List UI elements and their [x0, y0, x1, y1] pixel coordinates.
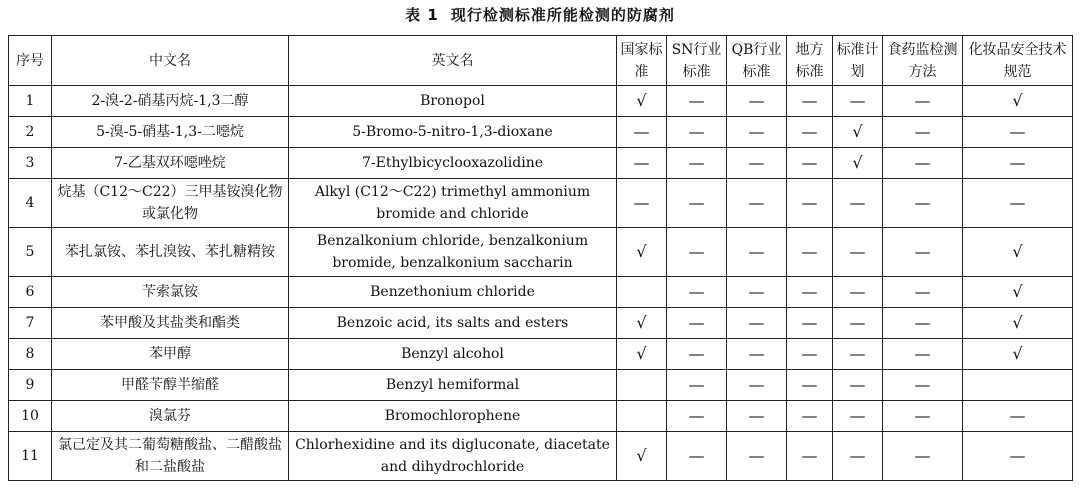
standard-mark: √	[617, 339, 667, 370]
standard-mark: √	[833, 148, 883, 179]
standard-mark: —	[787, 432, 833, 481]
standard-mark: —	[787, 117, 833, 148]
table-row	[9, 117, 1073, 148]
standard-mark: —	[963, 148, 1073, 179]
standard-mark: —	[617, 117, 667, 148]
standard-mark: —	[727, 432, 787, 481]
header-en-name: 英文名	[289, 36, 617, 86]
header-national-standard: 国家标准	[617, 36, 667, 86]
english-name: Chlorhexidine and its digluconate, diacetate and dihydrochloride	[289, 432, 617, 481]
standard-mark: —	[667, 277, 727, 308]
standard-mark: —	[833, 308, 883, 339]
standard-mark: √	[617, 86, 667, 117]
standard-mark: —	[833, 370, 883, 401]
standard-mark: √	[617, 432, 667, 481]
english-name: Bromochlorophene	[289, 401, 617, 432]
standard-mark: —	[787, 277, 833, 308]
english-name: Benzyl alcohol	[289, 339, 617, 370]
standard-mark: —	[727, 148, 787, 179]
standard-mark: —	[883, 277, 963, 308]
row-number: 4	[9, 179, 52, 228]
standard-mark: —	[617, 179, 667, 228]
standard-mark: —	[833, 277, 883, 308]
standard-mark: √	[963, 308, 1073, 339]
chinese-name: 5-溴-5-硝基-1,3-二噁烷	[52, 117, 289, 148]
standard-mark: √	[963, 339, 1073, 370]
chinese-name: 氯己定及其二葡萄糖酸盐、二醋酸盐和二盐酸盐	[52, 432, 289, 481]
standard-mark	[963, 370, 1073, 401]
standard-mark: —	[727, 117, 787, 148]
table-caption	[0, 4, 1080, 25]
standard-mark: —	[727, 339, 787, 370]
row-number: 9	[9, 370, 52, 401]
standard-mark: —	[963, 117, 1073, 148]
chinese-name: 2-溴-2-硝基丙烷-1,3二醇	[52, 86, 289, 117]
row-number: 7	[9, 308, 52, 339]
chinese-name: 溴氯芬	[52, 401, 289, 432]
table-row	[9, 277, 1073, 308]
standard-mark: —	[667, 370, 727, 401]
header-sn-standard: SN行业标准	[667, 36, 727, 86]
table-row	[9, 179, 1073, 228]
table-row	[9, 148, 1073, 179]
standard-mark: —	[787, 401, 833, 432]
chinese-name: 苄索氯铵	[52, 277, 289, 308]
standard-mark: —	[883, 117, 963, 148]
standard-mark: —	[787, 339, 833, 370]
standard-mark: √	[833, 117, 883, 148]
standard-mark: —	[667, 179, 727, 228]
standard-mark: —	[667, 148, 727, 179]
standard-mark: —	[787, 370, 833, 401]
chinese-name: 甲醛苄醇半缩醛	[52, 370, 289, 401]
header-cosmetic-spec: 化妆品安全技术规范	[963, 36, 1073, 86]
english-name: Alkyl (C12～C22) trimethyl ammonium bromide and chloride	[289, 179, 617, 228]
english-name: Benzoic acid, its salts and esters	[289, 308, 617, 339]
row-number: 2	[9, 117, 52, 148]
standard-mark: —	[787, 86, 833, 117]
header-standard-plan: 标准计划	[833, 36, 883, 86]
table-row	[9, 308, 1073, 339]
standard-mark: √	[617, 228, 667, 277]
row-number: 1	[9, 86, 52, 117]
standard-mark: —	[787, 308, 833, 339]
standard-mark: —	[667, 228, 727, 277]
standard-mark: —	[883, 228, 963, 277]
english-name: Benzalkonium chloride, benzalkonium bromide, benzalkonium saccharin	[289, 228, 617, 277]
standard-mark: —	[617, 148, 667, 179]
english-name: Bronopol	[289, 86, 617, 117]
standard-mark: —	[667, 86, 727, 117]
standard-mark: —	[727, 277, 787, 308]
chinese-name: 苯甲醇	[52, 339, 289, 370]
table-row	[9, 401, 1073, 432]
table-row	[9, 370, 1073, 401]
standard-mark: —	[727, 401, 787, 432]
table-row	[9, 228, 1073, 277]
standard-mark: —	[667, 401, 727, 432]
row-number: 6	[9, 277, 52, 308]
chinese-name: 7-乙基双环噁唑烷	[52, 148, 289, 179]
standard-mark: √	[963, 228, 1073, 277]
standard-mark: —	[833, 401, 883, 432]
standard-mark: —	[883, 86, 963, 117]
standard-mark	[617, 370, 667, 401]
table-number: 表 1	[405, 6, 439, 24]
standard-mark: —	[883, 339, 963, 370]
standard-mark: —	[667, 308, 727, 339]
english-name: 7-Ethylbicyclooxazolidine	[289, 148, 617, 179]
standard-mark: √	[963, 277, 1073, 308]
standard-mark: —	[833, 86, 883, 117]
preservatives-table	[8, 35, 1073, 481]
chinese-name: 苯扎氯铵、苯扎溴铵、苯扎糖精铵	[52, 228, 289, 277]
standard-mark: —	[787, 228, 833, 277]
standard-mark: —	[963, 179, 1073, 228]
standard-mark: —	[727, 308, 787, 339]
standard-mark: —	[883, 370, 963, 401]
standard-mark: —	[883, 148, 963, 179]
standard-mark: —	[883, 308, 963, 339]
row-number: 11	[9, 432, 52, 481]
english-name: Benzyl hemiformal	[289, 370, 617, 401]
header-cn-name: 中文名	[52, 36, 289, 86]
header-qb-standard: QB行业标准	[727, 36, 787, 86]
standard-mark: —	[833, 179, 883, 228]
standard-mark: —	[727, 228, 787, 277]
table-row	[9, 432, 1073, 481]
chinese-name: 烷基（C12～C22）三甲基铵溴化物或氯化物	[52, 179, 289, 228]
header-no: 序号	[9, 36, 52, 86]
standard-mark: √	[617, 308, 667, 339]
standard-mark: —	[667, 117, 727, 148]
english-name: 5-Bromo-5-nitro-1,3-dioxane	[289, 117, 617, 148]
table-row	[9, 339, 1073, 370]
standard-mark: —	[883, 179, 963, 228]
row-number: 5	[9, 228, 52, 277]
standard-mark: —	[727, 370, 787, 401]
row-number: 10	[9, 401, 52, 432]
standard-mark	[617, 401, 667, 432]
table-title: 现行检测标准所能检测的防腐剂	[450, 6, 675, 24]
header-row	[9, 36, 1073, 86]
standard-mark: —	[787, 148, 833, 179]
standard-mark: —	[667, 432, 727, 481]
standard-mark: —	[727, 86, 787, 117]
header-local-standard: 地方标准	[787, 36, 833, 86]
standard-mark: —	[883, 401, 963, 432]
standard-mark	[617, 277, 667, 308]
standard-mark: —	[727, 179, 787, 228]
standard-mark: √	[963, 86, 1073, 117]
english-name: Benzethonium chloride	[289, 277, 617, 308]
table-row	[9, 86, 1073, 117]
header-fda-method: 食药监检测方法	[883, 36, 963, 86]
standard-mark: —	[883, 432, 963, 481]
row-number: 3	[9, 148, 52, 179]
standard-mark: —	[833, 228, 883, 277]
standard-mark: —	[787, 179, 833, 228]
standard-mark: —	[833, 432, 883, 481]
standard-mark: —	[963, 432, 1073, 481]
standard-mark: —	[667, 339, 727, 370]
standard-mark: —	[833, 339, 883, 370]
standard-mark: —	[963, 401, 1073, 432]
chinese-name: 苯甲酸及其盐类和酯类	[52, 308, 289, 339]
row-number: 8	[9, 339, 52, 370]
